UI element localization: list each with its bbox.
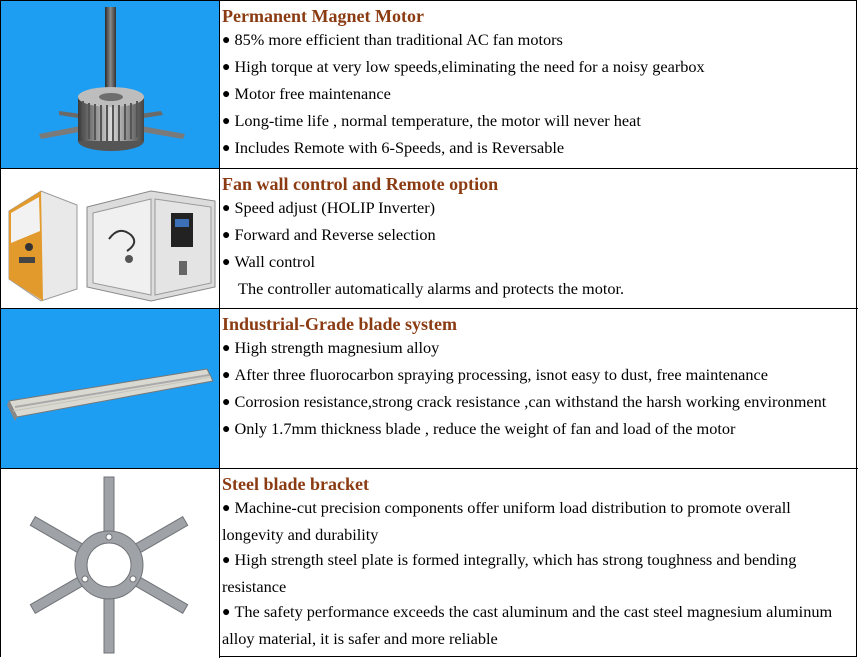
section-title: Fan wall control and Remote option: [222, 174, 499, 194]
bullet-item: ● High torque at very low speeds,eliminating the need for a noisy gearbox: [222, 54, 854, 81]
section-title: Industrial-Grade blade system: [222, 314, 458, 334]
bullet-item: ● High strength magnesium alloy: [222, 335, 854, 362]
bullet-item: ● Wall control: [222, 249, 854, 276]
section-title: Steel blade bracket: [222, 474, 369, 494]
bullet-item: ● Only 1.7mm thickness blade , reduce the weight of fan and load of the motor: [222, 416, 854, 443]
section-title: Permanent Magnet Motor: [222, 6, 424, 26]
bullet-item: ● Includes Remote with 6-Speeds, and is Reversable: [222, 135, 854, 162]
note-text: The controller automatically alarms and protects the motor.: [238, 279, 625, 298]
wall-control-text: [222, 173, 854, 301]
wall-control-box-photo: [1, 169, 220, 308]
bullet-item: ● High strength steel plate is formed integrally, which has strong toughness and bending resistance: [222, 547, 854, 599]
row-wall-control: [1, 169, 858, 309]
bullet-item: ● Speed adjust (HOLIP Inverter): [222, 195, 854, 222]
permanent-magnet-motor-photo: [1, 1, 220, 168]
bullet-item: ● Motor free maintenance: [222, 81, 854, 108]
bullet-item: ● After three fluorocarbon spraying processing, isnot easy to dust, free maintenance: [222, 362, 854, 389]
bullet-item: ● Corrosion resistance,strong crack resistance ,can withstand the harsh working environment: [222, 389, 854, 416]
bullet-item: ● Long-time life , normal temperature, the motor will never heat: [222, 108, 854, 135]
row-blade: [1, 309, 858, 469]
blade-text: [222, 313, 854, 443]
row-bracket: [1, 469, 858, 658]
bracket-text: [222, 473, 854, 651]
motor-text: [222, 5, 854, 162]
bullet-item: ● Machine-cut precision components offer uniform load distribution to promote overall longevity and durability: [222, 495, 854, 547]
row-motor: [1, 1, 858, 169]
bullet-item: ● 85% more efficient than traditional AC fan motors: [222, 27, 854, 54]
bullet-item: ● The safety performance exceeds the cast aluminum and the cast steel magnesium aluminum alloy material, it is safer and more reliable: [222, 599, 854, 651]
fan-blade-photo: [1, 309, 220, 468]
steel-blade-bracket-photo: [1, 469, 220, 658]
bullet-item: ● Forward and Reverse selection: [222, 222, 854, 249]
